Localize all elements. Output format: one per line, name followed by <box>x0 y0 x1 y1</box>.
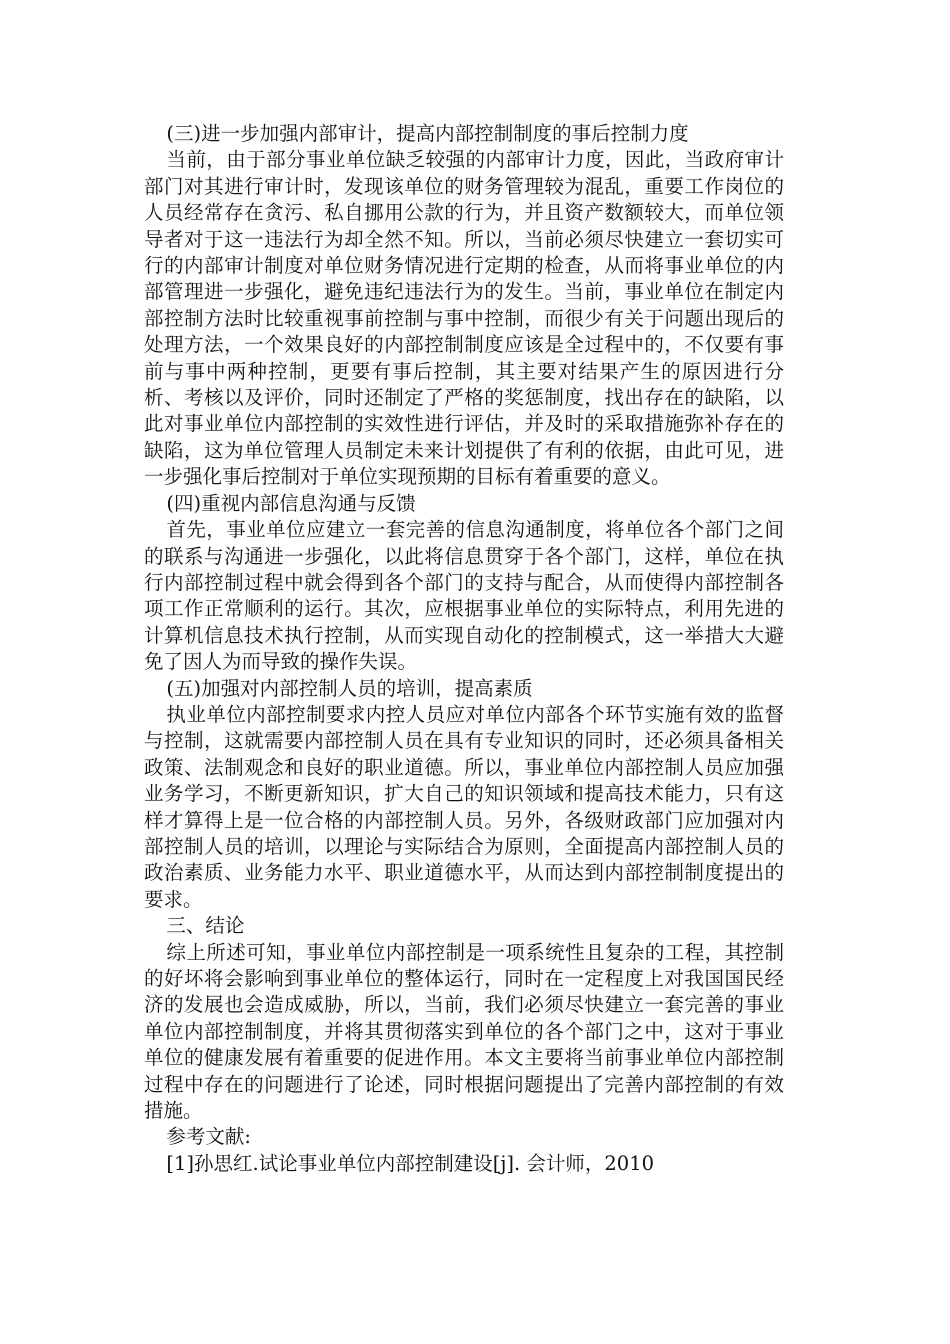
paragraph-conclusion: 综上所述可知，事业单位内部控制是一项系统性且复杂的工程，其控制的好坏将会影响到事业单位的整体运行，同时在一定程度上对我国国民经济的发展也会造成威胁，所以，当前，我们必须尽快建立一套完善的事业单位内部控制制度，并将其贯彻落实到单位的各个部门之中，这对于事业单位的健康发展有着重要的促进作用。本文主要将当前事业单位内部控制过程中存在的问题进行了论述，同时根据问题提出了完善内部控制的有效措施。 <box>144 940 784 1123</box>
references-label: 参考文献: <box>166 1125 251 1149</box>
paragraph-information-communication: 首先，事业单位应建立一套完善的信息沟通制度，将单位各个部门之间的联系与沟通进一步强化，以此将信息贯穿于各个部门，这样，单位在执行内部控制过程中就会得到各个部门的支持与配合，从而使得内部控制各项工作正常顺利的运行。其次，应根据事业单位的实际特点，利用先进的计算机信息技术执行控制，从而实现自动化的控制模式，这一举措大大避免了因人为而导致的操作失误。 <box>144 518 784 674</box>
section-heading-3: (三)进一步加强内部审计，提高内部控制制度的事后控制力度 <box>166 122 689 145</box>
section-heading-5: (五)加强对内部控制人员的培训，提高素质 <box>166 676 533 700</box>
document-page <box>144 121 784 1177</box>
reference-item-1: [1]孙思红.试论事业单位内部控制建设[j]. 会计师，2010 <box>166 1151 655 1175</box>
conclusion-heading: 三、结论 <box>166 914 245 938</box>
section-heading-4: (四)重视内部信息沟通与反馈 <box>166 491 416 515</box>
paragraph-staff-training: 执业单位内部控制要求内控人员应对单位内部各个环节实施有效的监督与控制，这就需要内部控制人员在具有专业知识的同时，还必须具备相关政策、法制观念和良好的职业道德。所以，事业单位内部控制人员应加强业务学习，不断更新知识，扩大自己的知识领域和提高技术能力，只有这样才算得上是一位合格的内部控制人员。另外，各级财政部门应加强对内部控制人员的培训，以理论与实际结合为原则，全面提高内部控制人员的政治素质、业务能力水平、职业道德水平，从而达到内部控制制度提出的要求。 <box>144 702 784 911</box>
paragraph-internal-audit: 当前，由于部分事业单位缺乏较强的内部审计力度，因此，当政府审计部门对其进行审计时，发现该单位的财务管理较为混乱，重要工作岗位的人员经常存在贪污、私自挪用公款的行为，并且资产数额较大，而单位领导者对于这一违法行为却全然不知。所以，当前必须尽快建立一套切实可行的内部审计制度对单位财务情况进行定期的检查，从而将事业单位的内部管理进一步强化，避免违纪违法行为的发生。当前，事业单位在制定内部控制方法时比较重视事前控制与事中控制，而很少有关于问题出现后的处理方法，一个效果良好的内部控制制度应该是全过程中的，不仅要有事前与事中两种控制，更要有事后控制，其主要对结果产生的原因进行分析、考核以及评价，同时还制定了严格的奖惩制度，找出存在的缺陷，以此对事业单位内部控制的实效性进行评估，并及时的采取措施弥补存在的缺陷，这为单位管理人员制定未来计划提供了有利的依据，由此可见，进一步强化事后控制对于单位实现预期的目标有着重要的意义。 <box>144 148 784 489</box>
